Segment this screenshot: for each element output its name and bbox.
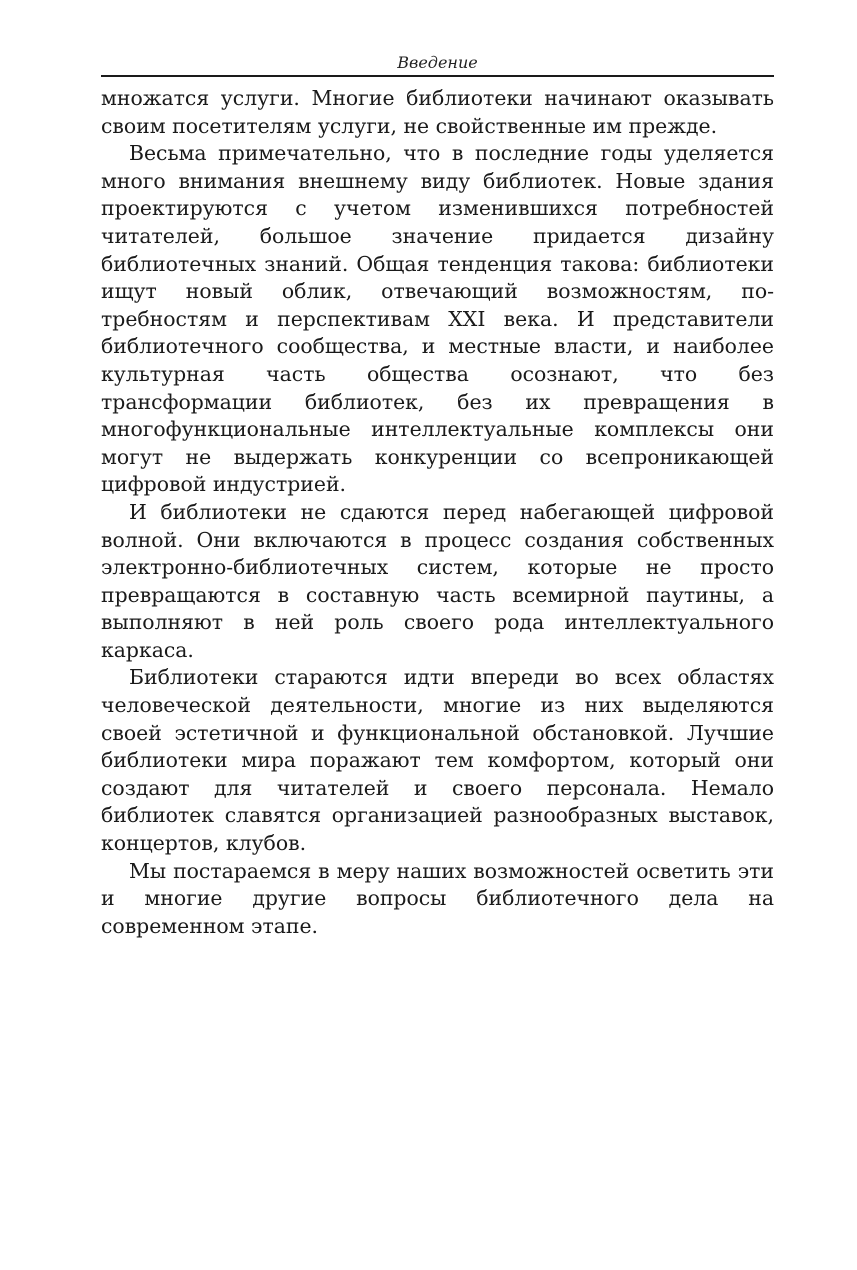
paragraph-continuation: множатся услуги. Многие библиотеки начинают оказывать своим посетителям услуги, не свойственные им прежде. bbox=[101, 86, 774, 138]
paragraph-closing: Мы постараемся в меру наших возможностей осветить эти и многие другие вопросы библиотечного дела на современном этапе. bbox=[101, 858, 774, 938]
header-rule bbox=[101, 75, 774, 77]
paragraph-digital-wave: И библиотеки не сдаются перед набегающей цифровой волной. Они включаются в процесс создания собственных электронно-библиотечных систем, которые не просто превращаются в составную часть всемирной паутины, а выполняют в ней роль своего рода интеллектуального каркаса. bbox=[101, 499, 774, 662]
paragraph-appearance: Весьма примечательно, что в последние годы уделяется много внимания внешнему виду библиотек. Новые здания проектируются с учетом изменившихся потребностей читателей, большое значение придается дизайну библиотечных знаний. Общая тенденция такова: библиотеки ищут новый облик, отвечающий возможностям, потребностям и перспективам XXI века. И представители библиотечного сообщества, и местные власти, и наиболее культурная часть общества осознают, что без трансформации библиотек, без их превращения в многофункциональные интеллектуальные комплексы они могут не выдержать конкуренции со всепроникающей цифровой индустрией. bbox=[101, 141, 774, 497]
running-head: Введение bbox=[397, 53, 478, 72]
body-text bbox=[101, 85, 774, 940]
paragraph-leading-libraries: Библиотеки стараются идти впереди во всех областях человеческой деятельности, многие из них выделяются своей эстетичной и функциональной обстановкой. Лучшие библиотеки мира поражают тем комфортом, который они создают для читателей и своего персонала. Немало библиотек славятся организацией разнообразных выставок, концертов, клубов. bbox=[101, 665, 774, 856]
page bbox=[101, 0, 774, 940]
